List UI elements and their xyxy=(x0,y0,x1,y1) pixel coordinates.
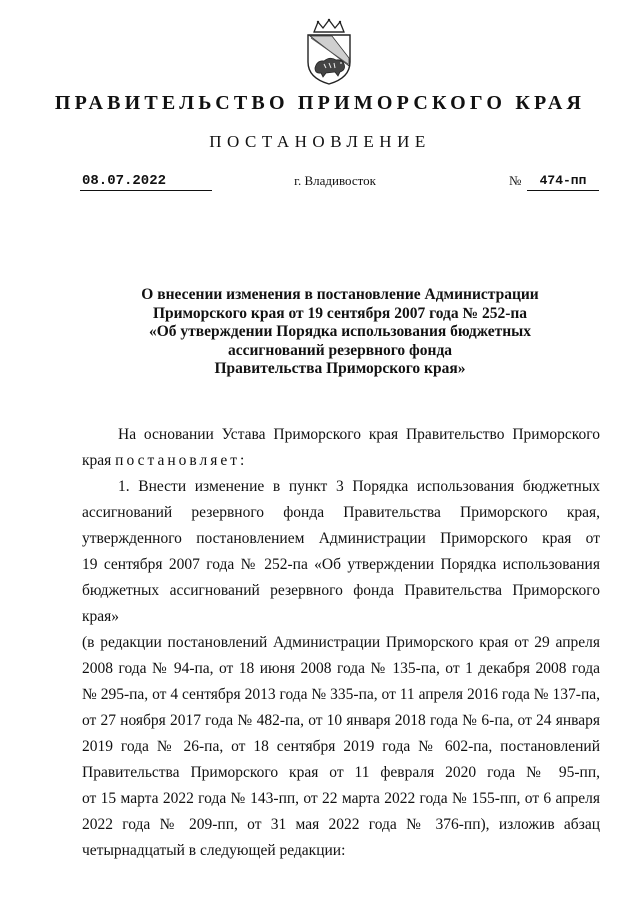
body-line: (в редакции постановлений Администрации Приморского края от 29 апреля xyxy=(82,634,600,651)
body-line xyxy=(82,448,600,474)
heading-line: ассигнований резервного фонда xyxy=(227,341,453,359)
body-line: ассигнований резервного фонда Правительства Приморского края, xyxy=(82,504,600,521)
document-date: 08.07.2022 xyxy=(80,174,212,191)
body-line: Правительства Приморского края от 11 февраля 2020 года № 95-пп, xyxy=(82,764,600,781)
body-line: 19 сентября 2007 года № 252-па «Об утверждении Порядка использования xyxy=(82,556,600,573)
heading-line: «Об утверждении Порядка использования бюджетных xyxy=(148,323,532,340)
body-line: утвержденного постановлением Администрации Приморского края от xyxy=(82,530,600,547)
document-number: 474-пп xyxy=(527,174,599,191)
body-line: № 295-па, от 4 сентября 2013 года № 335-па, от 11 апреля 2016 года № 137-па, xyxy=(82,686,600,703)
decree-word: постановляет: xyxy=(115,452,248,469)
coat-of-arms-icon xyxy=(302,18,356,86)
body-line: 2008 года № 94-па, от 18 июня 2008 года № 135-па, от 1 декабря 2008 года xyxy=(82,660,600,677)
body-line: от 27 ноября 2017 года № 482-па, от 10 января 2018 года № 6-па, от 24 января xyxy=(82,712,600,729)
body-line: 2022 года № 209-пп, от 31 мая 2022 года № 376-пп), изложив абзац xyxy=(82,816,600,833)
body-line: от 15 марта 2022 года № 143-пп, от 22 марта 2022 года № 155-пп, от 6 апреля xyxy=(82,790,600,807)
body-line: бюджетных ассигнований резервного фонда Правительства Приморского края» xyxy=(82,582,600,625)
body-text-fragment: края xyxy=(82,452,112,469)
body-line: четырнадцатый в следующей редакции: xyxy=(82,842,346,859)
document-type: ПОСТАНОВЛЕНИЕ xyxy=(209,132,431,151)
document-city: г. Владивосток xyxy=(294,173,376,188)
heading-line: Правительства Приморского края» xyxy=(214,360,466,377)
body-line: 1. Внести изменение в пункт 3 Порядка использования бюджетных xyxy=(118,478,600,495)
body-line: 2019 года № 26-па, от 18 сентября 2019 года № 602-па, постановлений xyxy=(82,738,600,755)
heading-line: О внесении изменения в постановление Администрации xyxy=(141,286,539,303)
government-title: ПРАВИТЕЛЬСТВО ПРИМОРСКОГО КРАЯ xyxy=(54,92,586,114)
document-heading xyxy=(100,286,580,379)
document-body xyxy=(82,422,600,864)
body-line: На основании Устава Приморского края Правительство Приморского xyxy=(118,426,600,443)
number-label: № xyxy=(509,173,522,188)
heading-line: Приморского края от 19 сентября 2007 года № 252-па xyxy=(152,304,528,322)
